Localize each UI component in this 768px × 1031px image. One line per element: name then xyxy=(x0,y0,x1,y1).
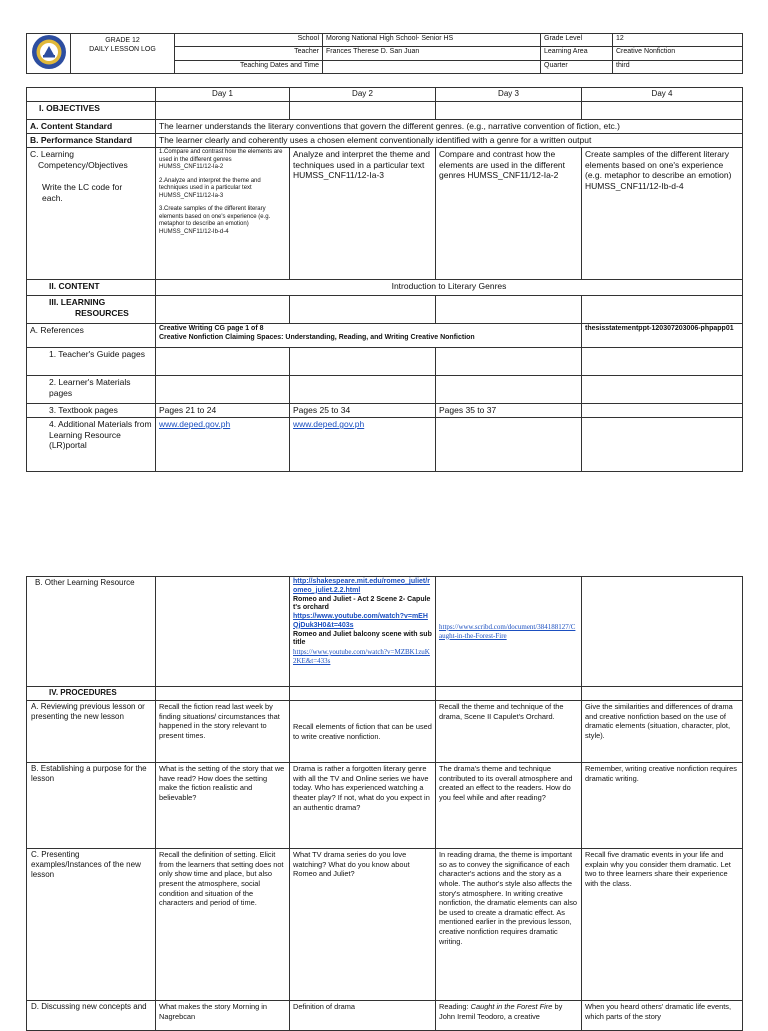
procedure-b-day3: The drama's theme and technique contributed to its overall atmosphere and created an effect to the readers. How do you feel while and after reading? xyxy=(436,763,582,849)
procedures-heading: IV. PROCEDURES xyxy=(27,687,156,701)
procedure-d-day2: Definition of drama xyxy=(290,1001,436,1031)
procedure-d-day3-prefix: Reading: xyxy=(439,1002,471,1011)
references-line2: Creative Nonfiction Claiming Spaces: Understanding, Reading, and Writing Creative Nonfiction xyxy=(159,333,475,341)
references-day4: thesisstatementppt-120307203006-phpapp01 xyxy=(582,324,743,348)
competency-label-line2: Competency/Objectives xyxy=(38,159,128,170)
grade-title: GRADE 12 xyxy=(105,37,140,44)
content-heading: II. CONTENT xyxy=(27,280,156,296)
competency-label-line1: C. Learning xyxy=(30,149,74,159)
day-3-header: Day 3 xyxy=(436,88,582,102)
procedure-c-day3: In reading drama, the theme is important so as to convey the significance of each character's actions and the story as a whole. The author's style also affects the story's atmosphere. In writing creative nonfiction, the dramatic elements can also be used to create a dramatic effect. As mentioned earlier in the previous lesson, creative nonfiction requires dramatic writing. xyxy=(436,849,582,1001)
procedure-a-day2: Recall elements of fiction that can be used to write creative nonfiction. xyxy=(290,701,436,763)
objectives-table xyxy=(26,87,743,472)
youtube-link-1[interactable]: https://www.youtube.com/watch?v=mEHQjDuk3H0&t=403s xyxy=(293,613,428,629)
other-resources-day2 xyxy=(290,577,436,687)
header-table xyxy=(26,33,743,74)
competency-label-cell xyxy=(27,148,156,280)
scribd-link[interactable]: https://www.scribd.com/document/384188127/Caught-in-the-Forest-Fire xyxy=(439,622,576,640)
deped-link-day2[interactable]: www.deped.gov.ph xyxy=(293,419,365,429)
references-value xyxy=(156,324,582,348)
balcony-scene-text: Romeo and Juliet balcony scene with subtitle xyxy=(293,630,432,647)
competency-day4: Create samples of the different literary elements based on one's experience (e.g. metaphor to describe an emotion) HUMSS_CNF11/12-Ib-d-4 xyxy=(582,148,743,280)
day-4-header: Day 4 xyxy=(582,88,743,102)
procedure-a-label: A. Reviewing previous lesson or presenting the new lesson xyxy=(27,701,156,763)
references-label: A. References xyxy=(27,324,156,348)
procedure-a-day3: Recall the theme and technique of the drama, Scene II Capulet's Orchard. xyxy=(436,701,582,763)
grade-level-value: 12 xyxy=(613,34,743,47)
day-header-blank xyxy=(27,88,156,102)
quarter-value: third xyxy=(613,60,743,73)
dates-label: Teaching Dates and Time xyxy=(175,60,323,73)
day-2-header: Day 2 xyxy=(290,88,436,102)
youtube-link-2[interactable]: https://www.youtube.com/watch?v=MZBK1zuK2KE&t=433s xyxy=(293,648,430,665)
procedure-d-day4: When you heard others' dramatic life events, which parts of the story xyxy=(582,1001,743,1031)
deped-seal-icon xyxy=(31,34,67,70)
procedures-table xyxy=(26,576,743,1031)
procedure-d-day3 xyxy=(436,1001,582,1031)
textbook-pages-day3: Pages 35 to 37 xyxy=(436,404,582,418)
procedure-b-day1: What is the setting of the story that we have read? How does the setting make the fiction realistic and believable? xyxy=(156,763,290,849)
deped-seal-cell xyxy=(27,34,71,74)
competency-day1-item2: 2.Analyze and interpret the theme and techniques used in a particular text HUMSS_CNF11/12-Ia-3 xyxy=(159,177,261,199)
dates-value xyxy=(323,60,541,73)
procedure-c-day4: Recall five dramatic events in your life and explain why you consider them dramatic. Let two to three learners share their experience with the class. xyxy=(582,849,743,1001)
procedure-d-label: D. Discussing new concepts and xyxy=(27,1001,156,1031)
procedure-c-day2: What TV drama series do you love watching? What do you know about Romeo and Juliet? xyxy=(290,849,436,1001)
procedure-c-label: C. Presenting examples/Instances of the new lesson xyxy=(27,849,156,1001)
procedure-a-day1: Recall the fiction read last week by finding situations/ circumstances that happened in the story relevant to present times. xyxy=(156,701,290,763)
procedure-d-day3-rest: by John Iremil Teodoro, a creative xyxy=(439,1002,563,1021)
competency-day1-item1: 1.Compare and contrast how the elements are used in the different genres HUMSS_CNF11/12-Ia-2 xyxy=(159,149,283,170)
romeo-juliet-scene-text: Romeo and Juliet - Act 2 Scene 2- Capulet's orchard xyxy=(293,595,431,612)
school-value: Morong National High School- Senior HS xyxy=(323,34,541,47)
objectives-heading: I. OBJECTIVES xyxy=(27,102,156,120)
procedure-b-label: B. Establishing a purpose for the lesson xyxy=(27,763,156,849)
content-standard-value: The learner understands the literary conventions that govern the different genres. (e.g., narrative convention of fiction, etc.) xyxy=(156,120,743,134)
procedure-a-day4: Give the similarities and differences of drama and creative nonfiction based on the use of dramatic elements (situation, character, plot, style). xyxy=(582,701,743,763)
other-resources-label: B. Other Learning Resource xyxy=(27,577,156,687)
procedure-d-day1: What makes the story Morning in Nagrebcan xyxy=(156,1001,290,1031)
additional-materials-day1 xyxy=(156,418,290,472)
teacher-value: Frances Therese D. San Juan xyxy=(323,47,541,60)
learning-area-value: Creative Nonfiction xyxy=(613,47,743,60)
performance-standard-value: The learner clearly and coherently uses a chosen element conventionally identified with a genre for a written output xyxy=(156,134,743,148)
learning-resources-heading xyxy=(27,296,156,324)
procedure-b-day2: Drama is rather a forgotten literary genre with all the TV and Online series we have today. Who has experienced watching a theater play? If not, what do you expect in an authentic drama? xyxy=(290,763,436,849)
grade-level-label: Grade Level xyxy=(541,34,613,47)
quarter-label: Quarter xyxy=(541,60,613,73)
learning-resources-line1: III. LEARNING xyxy=(49,297,106,307)
deped-link-day1[interactable]: www.deped.gov.ph xyxy=(159,419,231,429)
additional-materials-day2 xyxy=(290,418,436,472)
references-line1: Creative Writing CG page 1 of 8 xyxy=(159,325,264,332)
additional-materials-label: 4. Additional Materials from Learning Resource (LR)portal xyxy=(27,418,156,472)
competency-day1-item3: 3.Create samples of the different literary elements based on one's experience (e.g. metaphor to describe an emotion) HUMSS_CNF11/12-Ib-d-4 xyxy=(159,206,271,235)
performance-standard-label: B. Performance Standard xyxy=(27,134,156,148)
procedure-b-day4: Remember, writing creative nonfiction requires dramatic writing. xyxy=(582,763,743,849)
competency-note: Write the LC code for each. xyxy=(42,182,123,203)
other-resources-day3 xyxy=(436,577,582,687)
content-value: Introduction to Literary Genres xyxy=(156,280,743,296)
competency-day3: Compare and contrast how the elements are used in the different genres HUMSS_CNF11/12-Ia-2 xyxy=(436,148,582,280)
teachers-guide-label: 1. Teacher's Guide pages xyxy=(27,348,156,376)
learners-materials-label: 2. Learner's Materials pages xyxy=(27,376,156,404)
learning-area-label: Learning Area xyxy=(541,47,613,60)
content-standard-label: A. Content Standard xyxy=(27,120,156,134)
competency-day1 xyxy=(156,148,290,280)
procedure-c-day1: Recall the definition of setting. Elicit from the learners that setting does not only show time and place, but also present the atmosphere, social condition and situation of the characters and period of time. xyxy=(156,849,290,1001)
competency-day2: Analyze and interpret the theme and techniques used in a particular text HUMSS_CNF11/12-Ia-3 xyxy=(290,148,436,280)
learning-resources-line2: RESOURCES xyxy=(75,307,129,318)
textbook-pages-label: 3. Textbook pages xyxy=(27,404,156,418)
school-label: School xyxy=(175,34,323,47)
log-title: DAILY LESSON LOG xyxy=(89,46,156,54)
day-1-header: Day 1 xyxy=(156,88,290,102)
procedure-d-day3-title: Caught in the Forest Fire xyxy=(470,1002,553,1011)
romeo-juliet-script-link[interactable]: http://shakespeare.mit.edu/romeo_juliet/romeo_juliet.2.2.html xyxy=(293,578,430,594)
textbook-pages-day2: Pages 25 to 34 xyxy=(290,404,436,418)
header-title-cell xyxy=(71,34,175,74)
teacher-label: Teacher xyxy=(175,47,323,60)
textbook-pages-day1: Pages 21 to 24 xyxy=(156,404,290,418)
